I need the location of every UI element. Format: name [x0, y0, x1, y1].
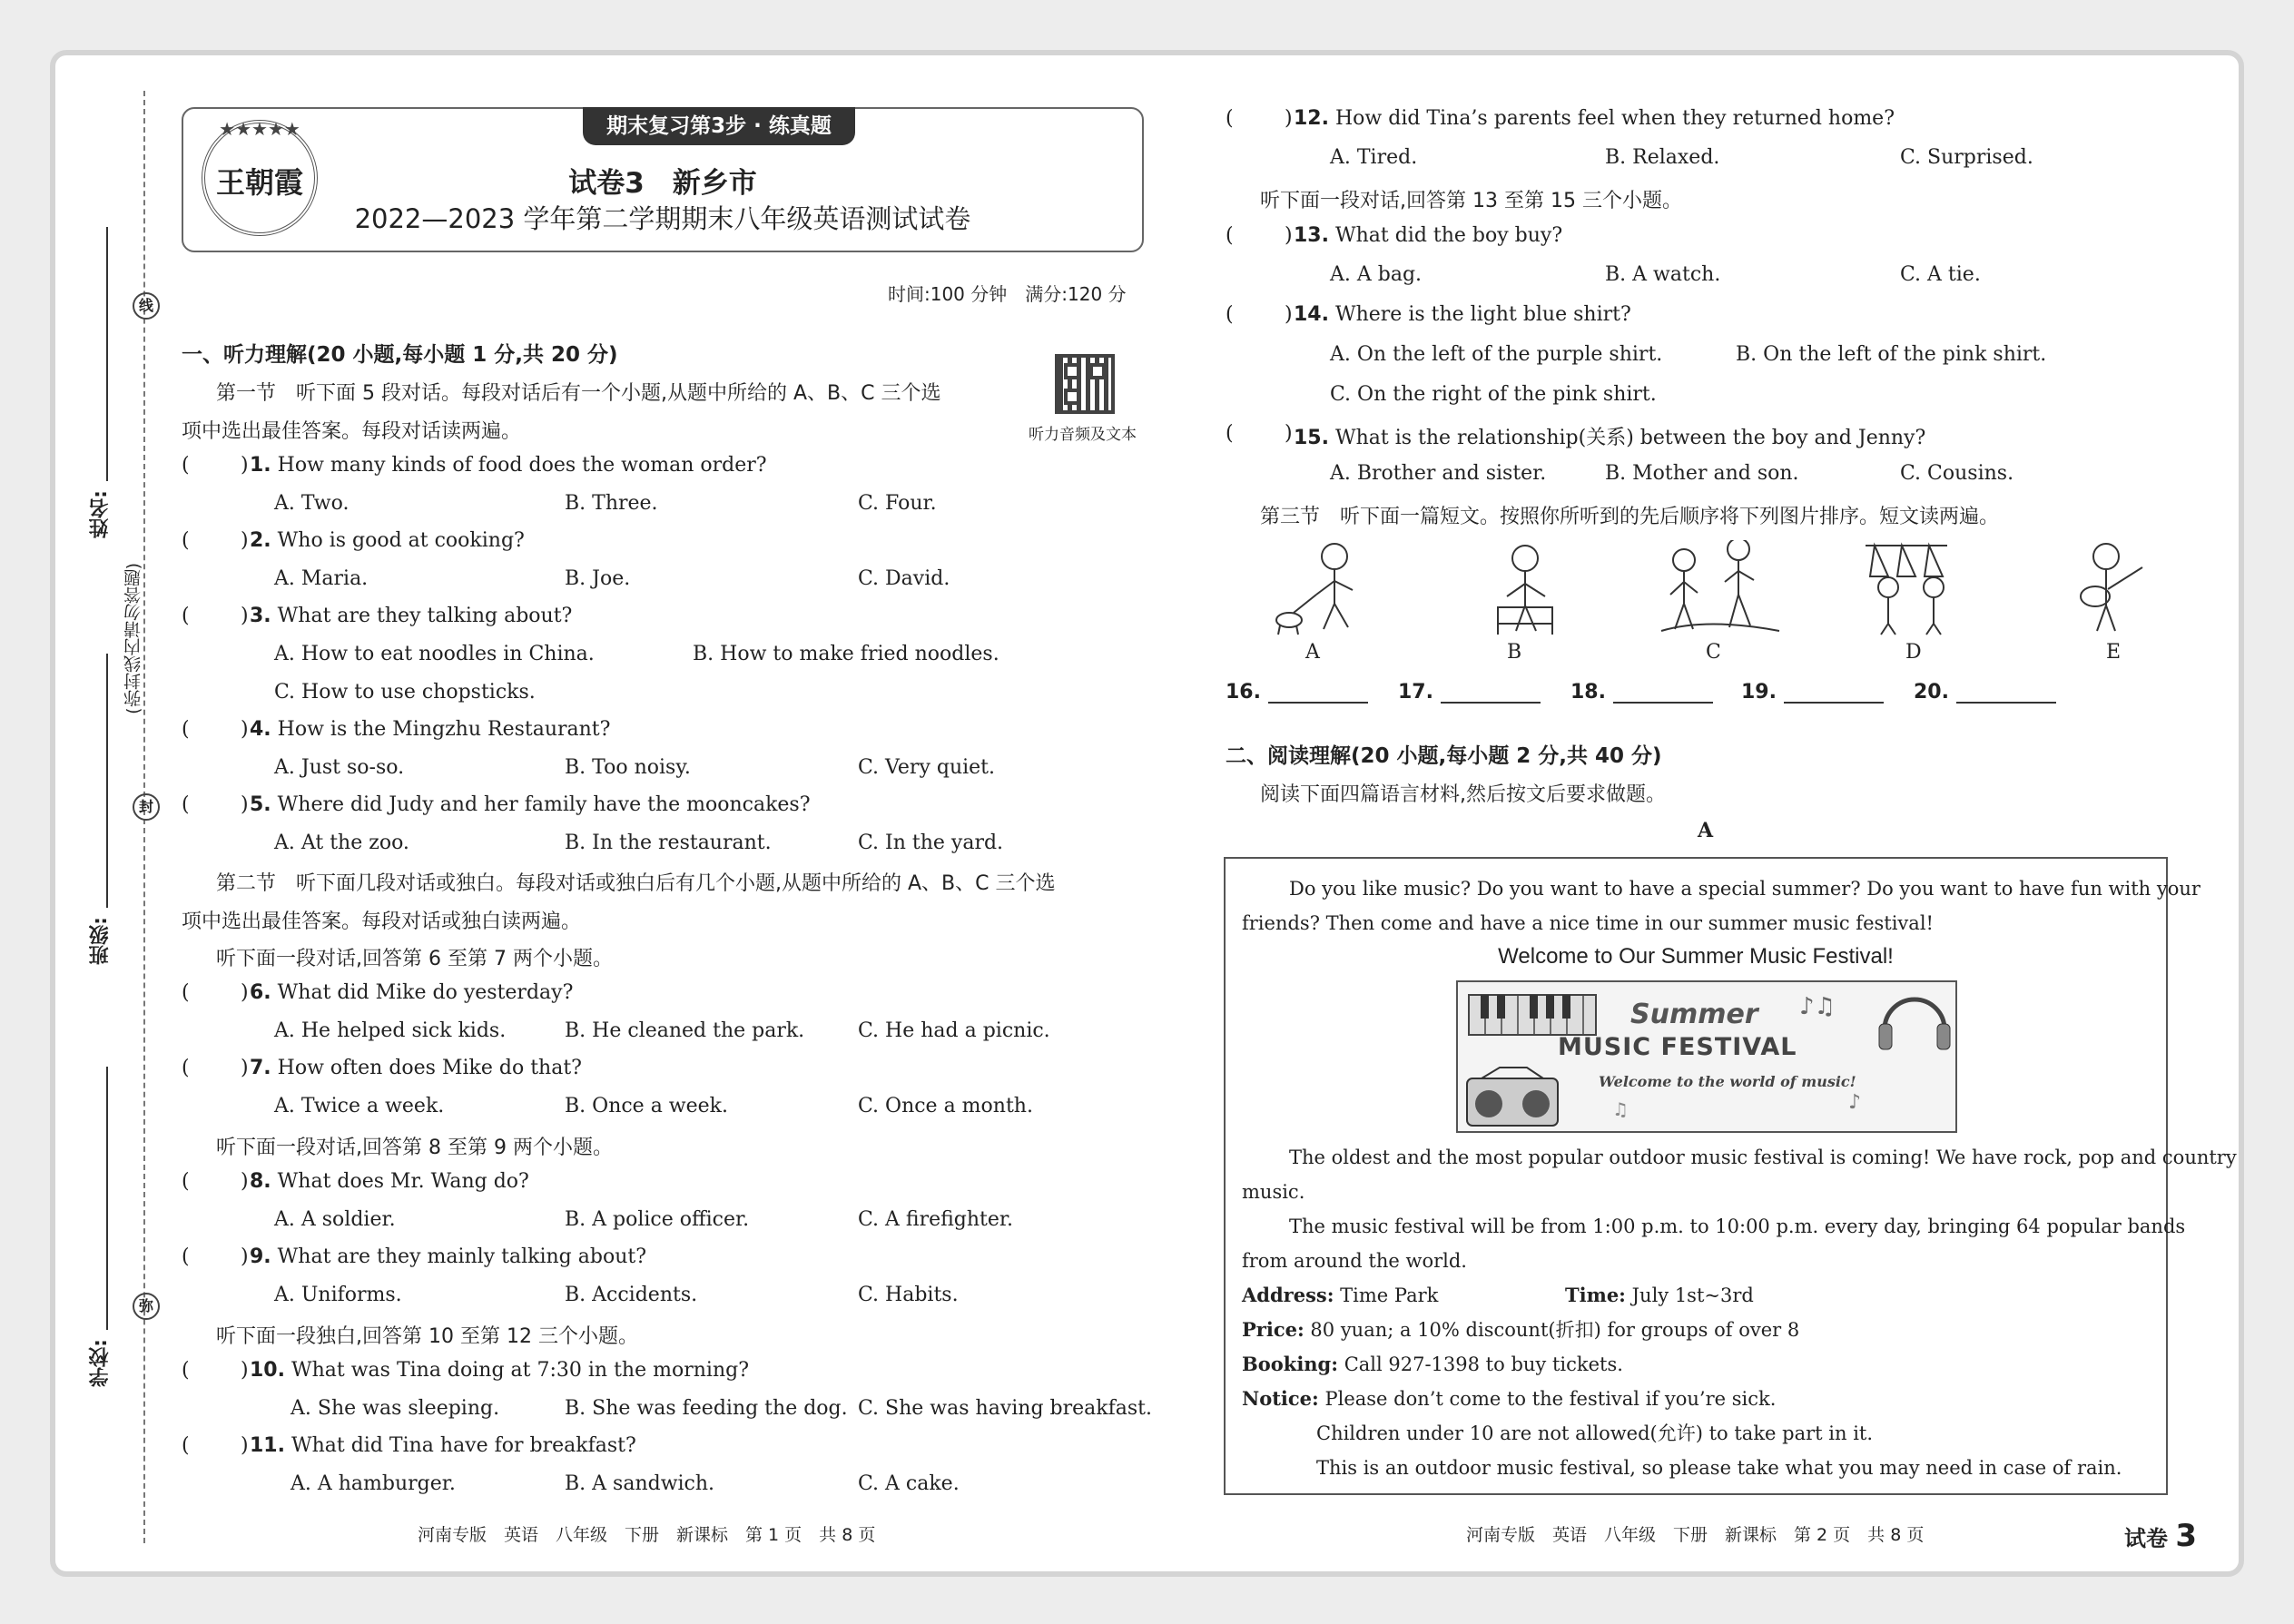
passage-time: Time: July 1st~3rd: [1565, 1284, 1754, 1306]
option-c[interactable]: C. A tie.: [1900, 263, 1981, 286]
option-c[interactable]: C. Once a month.: [858, 1095, 1033, 1117]
answer-blank-18[interactable]: 18.: [1570, 681, 1713, 704]
passage-p1-line2: friends? Then come and have a nice time in our summer music festival!: [1242, 912, 1934, 934]
picture-d-clothes-shop: [1866, 546, 1947, 635]
section1-intro-2: 项中选出最佳答案。每段对话读两遍。: [182, 420, 522, 443]
passage-notice-3: This is an outdoor music festival, so please take what you may need in case of rain.: [1316, 1457, 2122, 1479]
picture-e-girl-guitar: [2081, 544, 2142, 631]
school-label: 学校:: [89, 1339, 112, 1387]
poster-summer: Summer: [1630, 999, 1758, 1030]
binding-mark-line: 线: [133, 292, 160, 320]
passage-p3-line1: The music festival will be from 1:00 p.m. to 10:00 p.m. every day, bringing 64 popular bands: [1289, 1216, 2186, 1237]
instruction-6-7: 听下面一段对话,回答第 6 至第 7 两个小题。: [216, 948, 613, 970]
footer-tag: 试卷 3: [2124, 1518, 2198, 1554]
binding-note: (弥封线内请勿答题): [123, 563, 143, 714]
option-b[interactable]: B. On the left of the pink shirt.: [1736, 343, 2047, 366]
class-label: 班级:: [89, 917, 112, 965]
headphones-icon: [1876, 984, 1954, 1057]
instruction-10-12: 听下面一段独白,回答第 10 至第 12 三个小题。: [216, 1325, 638, 1348]
answer-blank-16[interactable]: 16.: [1226, 681, 1368, 704]
music-note-icon-3: ♫: [1612, 1098, 1629, 1120]
passage-booking: Booking: Call 927-1398 to buy tickets.: [1242, 1353, 1623, 1375]
passage-notice-2: Children under 10 are not allowed(允许) to take part in it.: [1316, 1422, 1874, 1444]
instruction-8-9: 听下面一段对话,回答第 8 至第 9 两个小题。: [216, 1137, 613, 1159]
passage-price: Price: 80 yuan; a 10% discount(折扣) for groups of over 8: [1242, 1318, 1800, 1341]
option-c[interactable]: C. How to use chopsticks.: [274, 681, 536, 704]
radio-icon: [1463, 1066, 1563, 1129]
picture-label-c: C: [1706, 641, 1721, 664]
section2-intro-2: 项中选出最佳答案。每段对话或独白读两遍。: [182, 910, 582, 933]
option-b[interactable]: B. How to make fried noodles.: [693, 643, 999, 665]
option-b[interactable]: B. Joe.: [565, 567, 631, 590]
option-b[interactable]: B. Mother and son.: [1605, 462, 1799, 485]
festival-poster: [1456, 980, 1957, 1133]
option-b[interactable]: B. She was feeding the dog.: [565, 1397, 848, 1420]
option-b[interactable]: B. In the restaurant.: [565, 832, 772, 854]
option-a[interactable]: A. On the left of the purple shirt.: [1330, 343, 1663, 366]
picture-a-boy-walking-dog: [1276, 544, 1353, 635]
option-a[interactable]: A. A hamburger.: [290, 1472, 456, 1495]
option-c[interactable]: C. A cake.: [858, 1472, 960, 1495]
picture-row: [1253, 540, 2179, 640]
picture-label-a: A: [1305, 641, 1320, 664]
music-note-icon: ♪♫: [1799, 993, 1836, 1020]
option-b[interactable]: B. A sandwich.: [565, 1472, 715, 1495]
passage-label: A: [1698, 819, 1714, 842]
option-b[interactable]: B. Accidents.: [565, 1284, 698, 1306]
option-a[interactable]: A. How to eat noodles in China.: [274, 643, 595, 665]
binding-mark-close: 弥: [133, 1293, 160, 1320]
name-line[interactable]: [106, 227, 108, 481]
footer-left: 河南专版 英语 八年级 下册 新课标 第 1 页 共 8 页: [418, 1525, 876, 1545]
logo-text: 王朝霞: [215, 165, 303, 200]
picture-label-b: B: [1507, 641, 1522, 664]
option-c[interactable]: C. Cousins.: [1900, 462, 2014, 485]
qr-code[interactable]: [1055, 354, 1115, 414]
qr-label: 听力音频及文本: [1029, 426, 1137, 444]
section1-intro-1: 第一节 听下面 5 段对话。每段对话后有一个小题,从题中所给的 A、B、C 三个选: [216, 382, 941, 405]
option-a[interactable]: A. A bag.: [1330, 263, 1423, 286]
picture-label-e: E: [2106, 641, 2122, 664]
option-b[interactable]: B. Too noisy.: [565, 756, 691, 779]
option-b[interactable]: B. Once a week.: [565, 1095, 728, 1117]
option-b[interactable]: B. A police officer.: [565, 1208, 750, 1231]
option-c[interactable]: C. A firefighter.: [858, 1208, 1014, 1231]
option-b[interactable]: B. Three.: [565, 492, 658, 515]
poster-welcome: Welcome to the world of music!: [1599, 1073, 1856, 1090]
option-a[interactable]: A. Just so-so.: [274, 756, 405, 779]
option-c[interactable]: C. Very quiet.: [858, 756, 996, 779]
passage-address: Address: Time Park: [1242, 1284, 1439, 1306]
footer-right: 河南专版 英语 八年级 下册 新课标 第 2 页 共 8 页: [1466, 1525, 1925, 1545]
part1-title: 一、听力理解(20 小题,每小题 1 分,共 20 分): [182, 343, 618, 367]
option-a[interactable]: A. Maria.: [274, 567, 369, 590]
passage-notice: Notice: Please don’t come to the festival if you’re sick.: [1242, 1387, 1777, 1410]
option-a[interactable]: A. She was sleeping.: [290, 1397, 500, 1420]
option-c[interactable]: C. Four.: [858, 492, 937, 515]
logo-star-icon: ★★★★★: [219, 118, 300, 140]
music-note-icon-2: ♪: [1848, 1091, 1862, 1114]
option-b[interactable]: B. A watch.: [1605, 263, 1721, 286]
picture-b-girl-cooking: [1498, 546, 1552, 635]
option-a[interactable]: A. Brother and sister.: [1330, 462, 1547, 485]
option-a[interactable]: A. Twice a week.: [274, 1095, 445, 1117]
school-line[interactable]: [106, 1067, 108, 1330]
binding-mark-seal: 封: [133, 793, 160, 821]
part2-intro: 阅读下面四篇语言材料,然后按文后要求做题。: [1260, 783, 1666, 806]
answer-blank-17[interactable]: 17.: [1398, 681, 1541, 704]
name-label: 姓名:: [89, 490, 112, 538]
option-a[interactable]: A. Uniforms.: [274, 1284, 402, 1306]
option-a[interactable]: A. Tired.: [1330, 146, 1418, 169]
passage-p2-line2: music.: [1242, 1181, 1305, 1203]
option-c[interactable]: C. Habits.: [858, 1284, 959, 1306]
option-c[interactable]: C. She was having breakfast.: [858, 1397, 1152, 1420]
option-a[interactable]: A. He helped sick kids.: [274, 1019, 507, 1042]
option-a[interactable]: A. At the zoo.: [274, 832, 409, 854]
option-c[interactable]: C. He had a picnic.: [858, 1019, 1050, 1042]
option-b[interactable]: B. He cleaned the park.: [565, 1019, 805, 1042]
section2-intro-1: 第二节 听下面几段对话或独白。每段对话或独白后有几个小题,从题中所给的 A、B、C 三个选: [216, 872, 1056, 895]
poster-music-festival: MUSIC FESTIVAL: [1558, 1033, 1797, 1061]
answer-blank-19[interactable]: 19.: [1741, 681, 1884, 704]
option-c[interactable]: C. Surprised.: [1900, 146, 2033, 169]
passage-heading: Welcome to Our Summer Music Festival!: [1498, 944, 1894, 969]
option-c[interactable]: C. On the right of the pink shirt.: [1330, 383, 1657, 406]
picture-c-boy-girl-playing: [1661, 540, 1779, 631]
exam-meta: 时间:100 分钟 满分:120 分: [888, 283, 1127, 305]
exam-subtitle: 2022—2023 学年第二学期期末八年级英语测试试卷: [354, 203, 971, 234]
passage-p3-line2: from around the world.: [1242, 1250, 1467, 1272]
passage-p2-line1: The oldest and the most popular outdoor music festival is coming! We have rock, pop and country: [1289, 1147, 2237, 1168]
answer-blank-20[interactable]: 20.: [1914, 681, 2056, 704]
picture-label-d: D: [1905, 641, 1922, 664]
option-b[interactable]: B. Relaxed.: [1605, 146, 1720, 169]
option-a[interactable]: A. Two.: [274, 492, 350, 515]
option-c[interactable]: C. In the yard.: [858, 832, 1004, 854]
instruction-13-15: 听下面一段对话,回答第 13 至第 15 三个小题。: [1260, 190, 1682, 212]
part2-title: 二、阅读理解(20 小题,每小题 2 分,共 40 分): [1226, 744, 1662, 768]
passage-p1-line1: Do you like music? Do you want to have a special summer? Do you want to have fun with your: [1289, 878, 2200, 900]
section3-intro: 第三节 听下面一篇短文。按照你所听到的先后顺序将下列图片排序。短文读两遍。: [1260, 506, 2000, 528]
exam-title: 试卷3 新乡市: [568, 167, 757, 200]
option-a[interactable]: A. A soldier.: [274, 1208, 396, 1231]
class-line[interactable]: [106, 654, 108, 908]
header-banner: 期末复习第3步 · 练真题: [583, 107, 855, 145]
option-c[interactable]: C. David.: [858, 567, 950, 590]
